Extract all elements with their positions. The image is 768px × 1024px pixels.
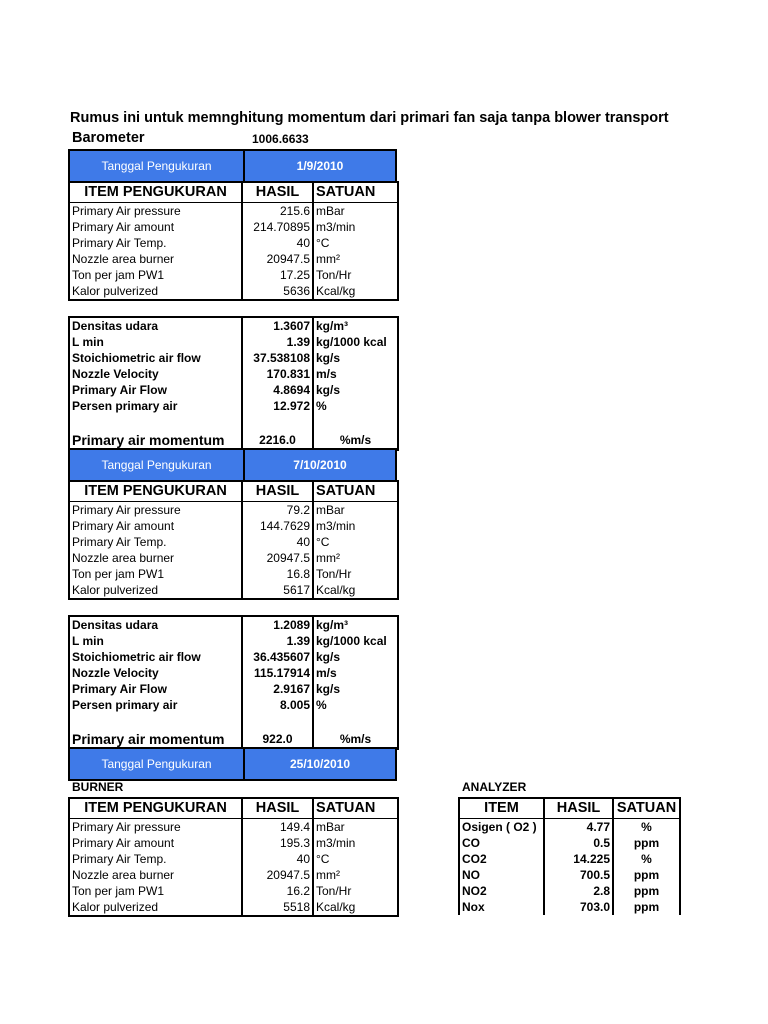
page-title: Rumus ini untuk memnghitung momentum dari primari fan saja tanpa blower transport: [70, 110, 669, 126]
row-hasil: 20947.5: [242, 867, 313, 883]
table-row: [69, 235, 398, 251]
row-satuan: mm²: [316, 251, 340, 266]
row-item: Ton per jam PW1: [69, 566, 242, 582]
table-row: [69, 251, 398, 267]
row-hasil: 2.9167: [242, 681, 313, 697]
measurement-table-3: [68, 797, 399, 917]
row-satuan: Kcal/kg: [316, 283, 356, 298]
row-item: Primary Air Flow: [69, 681, 242, 697]
row-item: Densitas udara: [69, 616, 242, 633]
row-hasil: 195.3: [242, 835, 313, 851]
date-value: 1/9/2010: [296, 159, 344, 173]
momentum-label: Primary air momentum: [69, 426, 242, 450]
table-row: [69, 649, 398, 665]
table-header: [69, 481, 398, 502]
header-item: ITEM PENGUKURAN: [69, 481, 242, 502]
header-hasil: HASIL: [242, 481, 313, 502]
row-hasil: 16.8: [242, 566, 313, 582]
row-satuan: kg/1000 kcal: [316, 633, 387, 648]
header-satuan: SATUAN: [613, 798, 680, 819]
table-row: [69, 851, 398, 867]
row-hasil: 5636: [242, 283, 313, 300]
table-row: [69, 502, 398, 519]
header-satuan: SATUAN: [313, 182, 398, 203]
spacer-row: [69, 414, 398, 426]
row-hasil: 20947.5: [242, 251, 313, 267]
row-satuan: kg/s: [316, 350, 341, 365]
row-hasil: 5518: [242, 899, 313, 916]
row-item: CO2: [459, 851, 544, 867]
barometer-value: 1006.6633: [252, 132, 309, 146]
row-item: Kalor pulverized: [69, 899, 242, 916]
row-item: Primary Air Temp.: [69, 534, 242, 550]
table-row: [69, 366, 398, 382]
burner-label: BURNER: [72, 780, 124, 794]
row-satuan: kg/s: [316, 649, 341, 664]
row-hasil: 214.70895: [242, 219, 313, 235]
row-hasil: 14.225: [544, 851, 613, 867]
row-satuan: m/s: [316, 665, 337, 680]
table-row: [69, 616, 398, 633]
row-hasil: 5617: [242, 582, 313, 599]
row-hasil: 149.4: [242, 819, 313, 836]
row-hasil: 144.7629: [242, 518, 313, 534]
row-hasil: 2.8: [544, 883, 613, 899]
row-item: Stoichiometric air flow: [69, 649, 242, 665]
row-item: Densitas udara: [69, 317, 242, 334]
row-hasil: 1.39: [242, 633, 313, 649]
header-satuan: SATUAN: [313, 481, 398, 502]
table-row: [69, 518, 398, 534]
header-item: ITEM PENGUKURAN: [69, 798, 242, 819]
barometer-label: Barometer: [72, 130, 145, 146]
date-value: 7/10/2010: [293, 458, 347, 472]
header-hasil: HASIL: [242, 798, 313, 819]
row-satuan: m/s: [316, 366, 337, 381]
row-hasil: 17.25: [242, 267, 313, 283]
row-hasil: 1.39: [242, 334, 313, 350]
table-header: [69, 798, 398, 819]
table-row: [459, 835, 680, 851]
row-satuan: mm²: [316, 550, 340, 565]
momentum-row: [69, 426, 398, 450]
row-item: Persen primary air: [69, 697, 242, 713]
momentum-unit: %m/s: [339, 732, 372, 746]
row-item: Nozzle area burner: [69, 251, 242, 267]
row-hasil: 20947.5: [242, 550, 313, 566]
row-satuan: %: [316, 398, 327, 413]
calculation-table-1: [68, 316, 399, 451]
row-satuan: Ton/Hr: [316, 267, 352, 282]
row-satuan: mm²: [316, 867, 340, 882]
row-item: Primary Air Temp.: [69, 851, 242, 867]
row-hasil: 0.5: [544, 835, 613, 851]
table-row: [69, 582, 398, 599]
row-satuan: ppm: [633, 883, 660, 898]
row-item: NO: [459, 867, 544, 883]
table-row: [69, 697, 398, 713]
momentum-unit: %m/s: [339, 433, 372, 447]
date-bar-3: [68, 747, 397, 781]
row-hasil: 37.538108: [242, 350, 313, 366]
row-satuan: mBar: [316, 819, 345, 834]
table-row: [459, 851, 680, 867]
row-hasil: 1.2089: [242, 616, 313, 633]
table-row: [69, 867, 398, 883]
header-hasil: HASIL: [242, 182, 313, 203]
row-hasil: 40: [242, 534, 313, 550]
table-row: [69, 350, 398, 366]
row-hasil: 40: [242, 235, 313, 251]
row-item: L min: [69, 633, 242, 649]
row-item: Ton per jam PW1: [69, 267, 242, 283]
row-satuan: %: [641, 851, 652, 866]
row-item: Primary Air pressure: [69, 203, 242, 220]
row-item: Nozzle Velocity: [69, 366, 242, 382]
table-row: [69, 317, 398, 334]
measurement-table-2: [68, 480, 399, 600]
row-item: Nox: [459, 899, 544, 915]
row-item: Primary Air Temp.: [69, 235, 242, 251]
table-row: [69, 835, 398, 851]
table-row: [69, 681, 398, 697]
row-hasil: 115.17914: [242, 665, 313, 681]
analyzer-label: ANALYZER: [462, 780, 527, 794]
table-row: [69, 819, 398, 836]
row-satuan: Kcal/kg: [316, 899, 356, 914]
row-item: Primary Air pressure: [69, 819, 242, 836]
row-hasil: 215.6: [242, 203, 313, 220]
row-hasil: 8.005: [242, 697, 313, 713]
date-label: Tanggal Pengukuran: [70, 450, 245, 480]
table-row: [69, 566, 398, 582]
row-hasil: 79.2: [242, 502, 313, 519]
date-label: Tanggal Pengukuran: [70, 749, 245, 779]
date-bar-1: [68, 149, 397, 183]
row-item: Nozzle Velocity: [69, 665, 242, 681]
analyzer-table: [458, 797, 681, 915]
row-satuan: mBar: [316, 502, 345, 517]
date-value: 25/10/2010: [289, 757, 351, 771]
row-satuan: kg/s: [316, 681, 341, 696]
row-satuan: kg/m³: [316, 318, 349, 333]
row-item: CO: [459, 835, 544, 851]
row-hasil: 12.972: [242, 398, 313, 414]
header-hasil: HASIL: [544, 798, 613, 819]
date-label: Tanggal Pengukuran: [70, 151, 245, 181]
row-satuan: %: [316, 697, 327, 712]
table-row: [459, 899, 680, 915]
row-satuan: Kcal/kg: [316, 582, 356, 597]
row-item: NO2: [459, 883, 544, 899]
row-item: Primary Air amount: [69, 835, 242, 851]
row-satuan: Ton/Hr: [316, 883, 352, 898]
row-hasil: 170.831: [242, 366, 313, 382]
header-item: ITEM PENGUKURAN: [69, 182, 242, 203]
row-hasil: 16.2: [242, 883, 313, 899]
row-hasil: 4.77: [544, 819, 613, 836]
momentum-value: 922.0: [242, 725, 313, 749]
table-row: [69, 534, 398, 550]
row-satuan: kg/s: [316, 382, 341, 397]
table-row: [69, 267, 398, 283]
row-satuan: kg/1000 kcal: [316, 334, 387, 349]
row-item: Ton per jam PW1: [69, 883, 242, 899]
row-satuan: °C: [316, 851, 330, 866]
row-hasil: 1.3607: [242, 317, 313, 334]
row-item: Persen primary air: [69, 398, 242, 414]
row-item: Kalor pulverized: [69, 582, 242, 599]
row-satuan: ppm: [633, 835, 660, 850]
table-row: [69, 398, 398, 414]
date-bar-2: [68, 448, 397, 482]
measurement-table-1: [68, 181, 399, 301]
table-row: [69, 550, 398, 566]
momentum-label: Primary air momentum: [69, 725, 242, 749]
row-item: Nozzle area burner: [69, 550, 242, 566]
table-row: [69, 203, 398, 220]
row-satuan: °C: [316, 235, 330, 250]
table-header: [459, 798, 680, 819]
momentum-value: 2216.0: [242, 426, 313, 450]
row-satuan: mBar: [316, 203, 345, 218]
row-item: Primary Air amount: [69, 219, 242, 235]
row-hasil: 36.435607: [242, 649, 313, 665]
table-row: [69, 283, 398, 300]
table-header: [69, 182, 398, 203]
row-hasil: 703.0: [544, 899, 613, 915]
table-row: [69, 883, 398, 899]
row-item: Primary Air pressure: [69, 502, 242, 519]
row-item: Kalor pulverized: [69, 283, 242, 300]
calculation-table-2: [68, 615, 399, 750]
row-satuan: ppm: [633, 899, 660, 914]
table-row: [69, 382, 398, 398]
spacer-row: [69, 713, 398, 725]
row-satuan: °C: [316, 534, 330, 549]
row-item: Stoichiometric air flow: [69, 350, 242, 366]
row-satuan: m3/min: [316, 219, 356, 234]
row-satuan: m3/min: [316, 518, 356, 533]
table-row: [69, 219, 398, 235]
table-row: [69, 334, 398, 350]
row-satuan: Ton/Hr: [316, 566, 352, 581]
header-satuan: SATUAN: [313, 798, 398, 819]
row-hasil: 40: [242, 851, 313, 867]
table-row: [459, 883, 680, 899]
row-hasil: 4.8694: [242, 382, 313, 398]
table-row: [69, 633, 398, 649]
table-row: [459, 819, 680, 836]
row-item: Primary Air Flow: [69, 382, 242, 398]
table-row: [459, 867, 680, 883]
row-satuan: kg/m³: [316, 617, 349, 632]
momentum-row: [69, 725, 398, 749]
row-item: L min: [69, 334, 242, 350]
row-satuan: m3/min: [316, 835, 356, 850]
header-item: ITEM: [459, 798, 544, 819]
row-item: Primary Air amount: [69, 518, 242, 534]
row-satuan: %: [641, 819, 652, 834]
table-row: [69, 899, 398, 916]
row-item: Nozzle area burner: [69, 867, 242, 883]
table-row: [69, 665, 398, 681]
row-satuan: ppm: [633, 867, 660, 882]
row-item: Osigen ( O2 ): [459, 819, 544, 836]
row-hasil: 700.5: [544, 867, 613, 883]
